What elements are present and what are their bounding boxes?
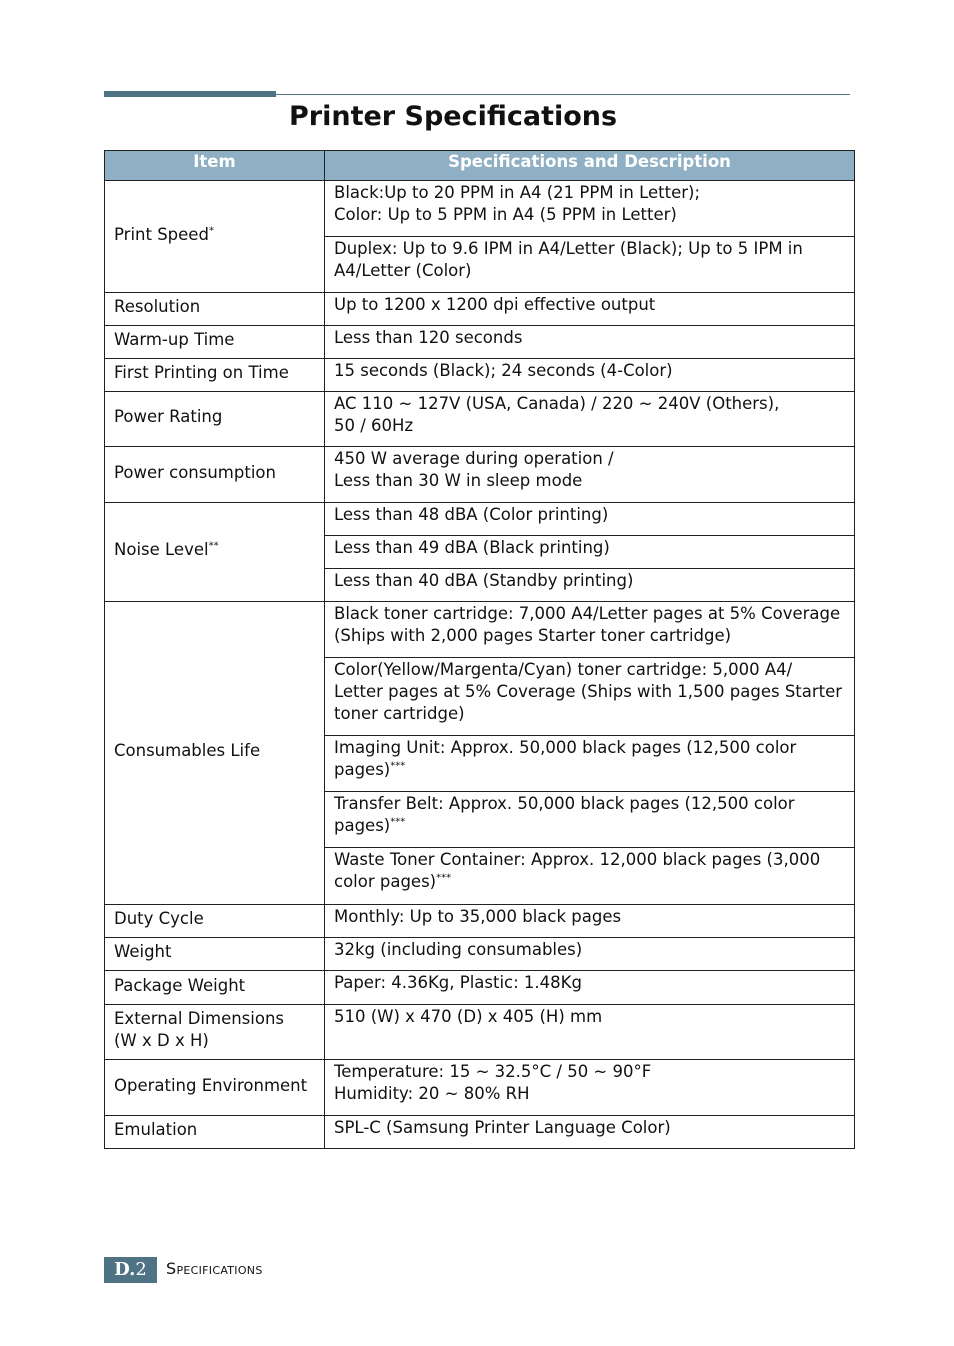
item-cell: Print Speed* <box>105 181 325 293</box>
header-rule-thin <box>276 94 850 95</box>
spec-cell: AC 110 ~ 127V (USA, Canada) / 220 ~ 240V (Others), 50 / 60Hz <box>325 392 855 447</box>
header-item: Item <box>105 151 325 181</box>
item-cell: External Dimensions (W x D x H) <box>105 1005 325 1060</box>
table-body <box>105 181 855 1149</box>
item-cell: Warm-up Time <box>105 326 325 359</box>
spec-cell: Waste Toner Container: Approx. 12,000 black pages (3,000 color pages)*** <box>325 848 855 905</box>
spec-cell: Less than 49 dBA (Black printing) <box>325 536 855 569</box>
spec-cell: Temperature: 15 ~ 32.5°C / 50 ~ 90°F Humidity: 20 ~ 80% RH <box>325 1060 855 1116</box>
table-row <box>105 293 855 326</box>
spec-cell: Less than 40 dBA (Standby printing) <box>325 569 855 602</box>
item-cell: Noise Level** <box>105 503 325 602</box>
table-row <box>105 503 855 536</box>
spec-cell: Black toner cartridge: 7,000 A4/Letter pages at 5% Coverage (Ships with 2,000 pages Starter toner cartridge) <box>325 602 855 658</box>
table-row <box>105 181 855 237</box>
table-row <box>105 447 855 503</box>
item-cell: Duty Cycle <box>105 905 325 938</box>
item-cell: Emulation <box>105 1116 325 1149</box>
spec-cell: 510 (W) x 470 (D) x 405 (H) mm <box>325 1005 855 1060</box>
item-cell: Power Rating <box>105 392 325 447</box>
table-row <box>105 602 855 658</box>
item-cell: Resolution <box>105 293 325 326</box>
footnote-mark: *** <box>390 816 406 828</box>
table-row <box>105 392 855 447</box>
table-row <box>105 359 855 392</box>
page-title: Printer Specifications <box>289 101 618 132</box>
spec-cell: Up to 1200 x 1200 dpi effective output <box>325 293 855 326</box>
spec-cell: Less than 120 seconds <box>325 326 855 359</box>
page-number-badge <box>104 1257 157 1283</box>
table-row <box>105 905 855 938</box>
table-row <box>105 1060 855 1116</box>
spec-cell: 15 seconds (Black); 24 seconds (4-Color) <box>325 359 855 392</box>
item-cell: Operating Environment <box>105 1060 325 1116</box>
spec-cell: SPL-C (Samsung Printer Language Color) <box>325 1116 855 1149</box>
spec-cell: 32kg (including consumables) <box>325 938 855 971</box>
table-row <box>105 326 855 359</box>
section-name: Specifications <box>166 1259 263 1278</box>
spec-cell: Monthly: Up to 35,000 black pages <box>325 905 855 938</box>
spec-cell: Color(Yellow/Margenta/Cyan) toner cartridge: 5,000 A4/ Letter pages at 5% Coverage (Ships with 1,500 pages Starter toner cartridge) <box>325 658 855 736</box>
item-cell: Power consumption <box>105 447 325 503</box>
item-cell: Consumables Life <box>105 602 325 905</box>
spec-cell: Transfer Belt: Approx. 50,000 black pages (12,500 color pages)*** <box>325 792 855 848</box>
header-rule-thick <box>104 91 276 97</box>
spec-table <box>104 150 855 1149</box>
footnote-mark: *** <box>436 872 452 884</box>
spec-cell: Black:Up to 20 PPM in A4 (21 PPM in Letter); Color: Up to 5 PPM in A4 (5 PPM in Letter) <box>325 181 855 237</box>
spec-cell: Less than 48 dBA (Color printing) <box>325 503 855 536</box>
item-cell: Weight <box>105 938 325 971</box>
footnote-mark: *** <box>390 760 406 772</box>
table-header-row <box>105 151 855 181</box>
page-number: 2 <box>135 1259 147 1280</box>
spec-cell: Imaging Unit: Approx. 50,000 black pages (12,500 color pages)*** <box>325 736 855 792</box>
item-cell: Package Weight <box>105 971 325 1005</box>
appendix-letter: D. <box>114 1259 136 1280</box>
table-row <box>105 938 855 971</box>
table-row <box>105 1005 855 1060</box>
spec-cell: Paper: 4.36Kg, Plastic: 1.48Kg <box>325 971 855 1005</box>
item-cell: First Printing on Time <box>105 359 325 392</box>
header-spec: Specifications and Description <box>325 151 855 181</box>
table-row <box>105 1116 855 1149</box>
spec-cell: Duplex: Up to 9.6 IPM in A4/Letter (Black); Up to 5 IPM in A4/Letter (Color) <box>325 237 855 293</box>
spec-cell: 450 W average during operation / Less than 30 W in sleep mode <box>325 447 855 503</box>
footnote-mark: * <box>208 225 214 236</box>
table-row <box>105 971 855 1005</box>
footnote-mark: ** <box>208 540 219 552</box>
